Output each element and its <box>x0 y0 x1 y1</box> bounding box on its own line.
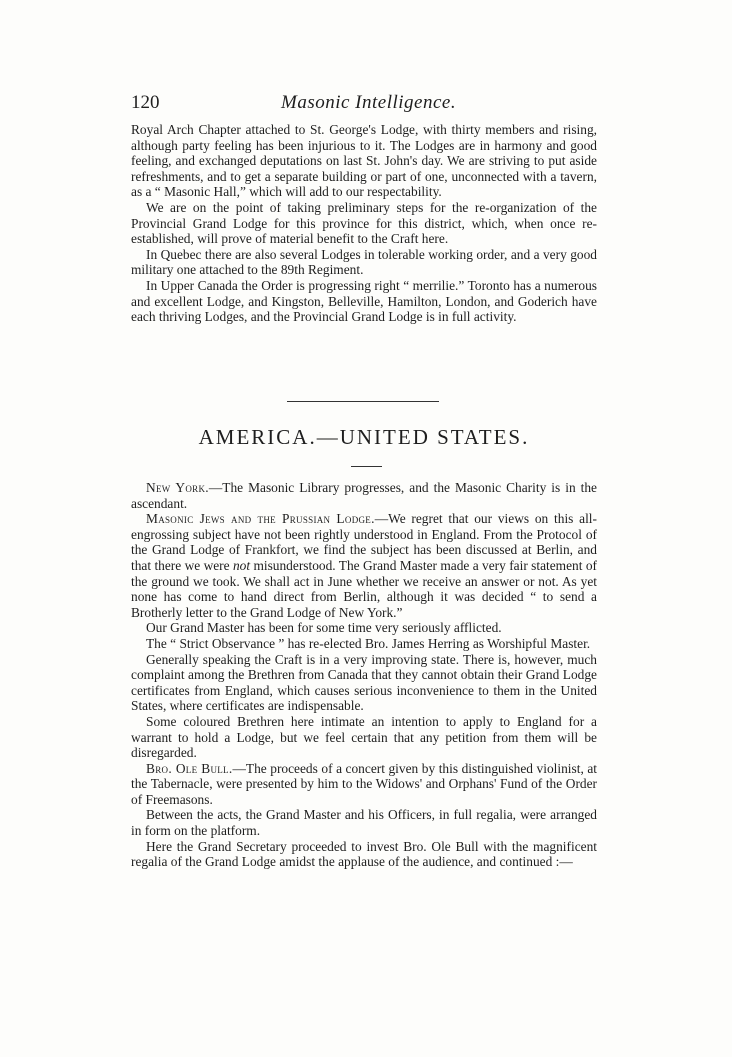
paragraph-new-york <box>131 480 597 511</box>
section-heading: AMERICA.—UNITED STATES. <box>198 425 530 449</box>
text-ole-bull: —The proceeds of a concert given by this distinguished violinist, at the Tabernacle, were presented by him to the Widows' and Orphans' Fund of the Order of Freemasons. <box>131 760 597 807</box>
paragraph-grand-master: Our Grand Master has been for some time very seriously afflicted. <box>146 620 502 636</box>
paragraph-masonic-jews <box>131 511 597 620</box>
paragraph-quebec: In Quebec there are also several Lodges in tolerable working order, and a very good military one attached to the 89th Regiment. <box>131 246 597 278</box>
paragraph-craft-state: Generally speaking the Craft is in a very improving state. There is, however, much complaint among the Brethren from Canada that they cannot obtain their Grand Lodge certificates from England, which causes serious inconvenience to them in the United States, where certificates are indispensable. <box>131 651 597 714</box>
page-number: 120 <box>131 92 160 113</box>
lead-ole-bull: Bro. Ole Bull. <box>146 760 233 776</box>
emphasis-not: not <box>232 557 251 573</box>
paragraph-upper-canada: In Upper Canada the Order is progressing right “ merrilie.” Toronto has a numerous and excellent Lodge, and Kingston, Belleville, Hamilton, London, and Goderich have each thriving Lodges, and the Provincial Grand Lodge is in full activity. <box>131 277 597 325</box>
paragraph-reorganization: We are on the point of taking preliminary steps for the re-organization of the Provincial Grand Lodge for this province for this district, which, when once re-established, will prove of material benefit to the Craft here. <box>131 199 597 247</box>
paragraph-grand-secretary: Here the Grand Secretary proceeded to invest Bro. Ole Bull with the magnificent regalia of the Grand Lodge amidst the applause of the audience, and continued :— <box>131 838 597 870</box>
lead-masonic-jews: Masonic Jews and the Prussian Lodge. <box>146 511 375 527</box>
paragraph-ole-bull <box>131 761 597 808</box>
paragraph-between-acts: Between the acts, the Grand Master and his Officers, in full regalia, were arranged in form on the platform. <box>131 807 597 839</box>
text-masonic-jews-part2: misunderstood. The Grand Master made a very fair statement of the ground we took. We shall act in June whether we receive an answer or not. As yet none has come to hand direct from Berlin, although it was decided “ to send a Brotherly letter to the Grand Lodge of New York.” <box>131 557 597 620</box>
heading-rule <box>351 466 382 467</box>
page-header <box>131 92 597 116</box>
canada-report-section <box>131 122 597 325</box>
text-masonic-jews-part1: —We regret that our views on this all-engrossing subject have not been rightly understood in England. From the Protocol of the Grand Lodge of Frankfort, we find the subject has been discussed at Berlin, and that there we were <box>131 511 597 573</box>
united-states-section <box>131 480 597 870</box>
paragraph-royal-arch: Royal Arch Chapter attached to St. George's Lodge, with thirty members and rising, although party feeling has been injurious to it. The Lodges are in harmony and good feeling, and exchanged deputations on last St. John's day. We are striving to put aside refreshments, and to get a separate building or part of one, unconnected with a tavern, as a “ Masonic Hall,” which will add to our respectability. <box>131 122 597 200</box>
section-divider <box>287 401 439 402</box>
text-new-york: —The Masonic Library progresses, and the Masonic Charity is in the ascendant. <box>131 480 598 511</box>
running-title: Masonic Intelligence. <box>281 92 457 113</box>
lead-new-york: New York. <box>146 480 209 495</box>
paragraph-coloured-brethren: Some coloured Brethren here intimate an intention to apply to England for a warrant to hold a Lodge, but we feel certain that any petition from them will be disregarded. <box>131 713 597 761</box>
paragraph-strict-observance: The “ Strict Observance ” has re-elected Bro. James Herring as Worshipful Master. <box>146 635 591 651</box>
